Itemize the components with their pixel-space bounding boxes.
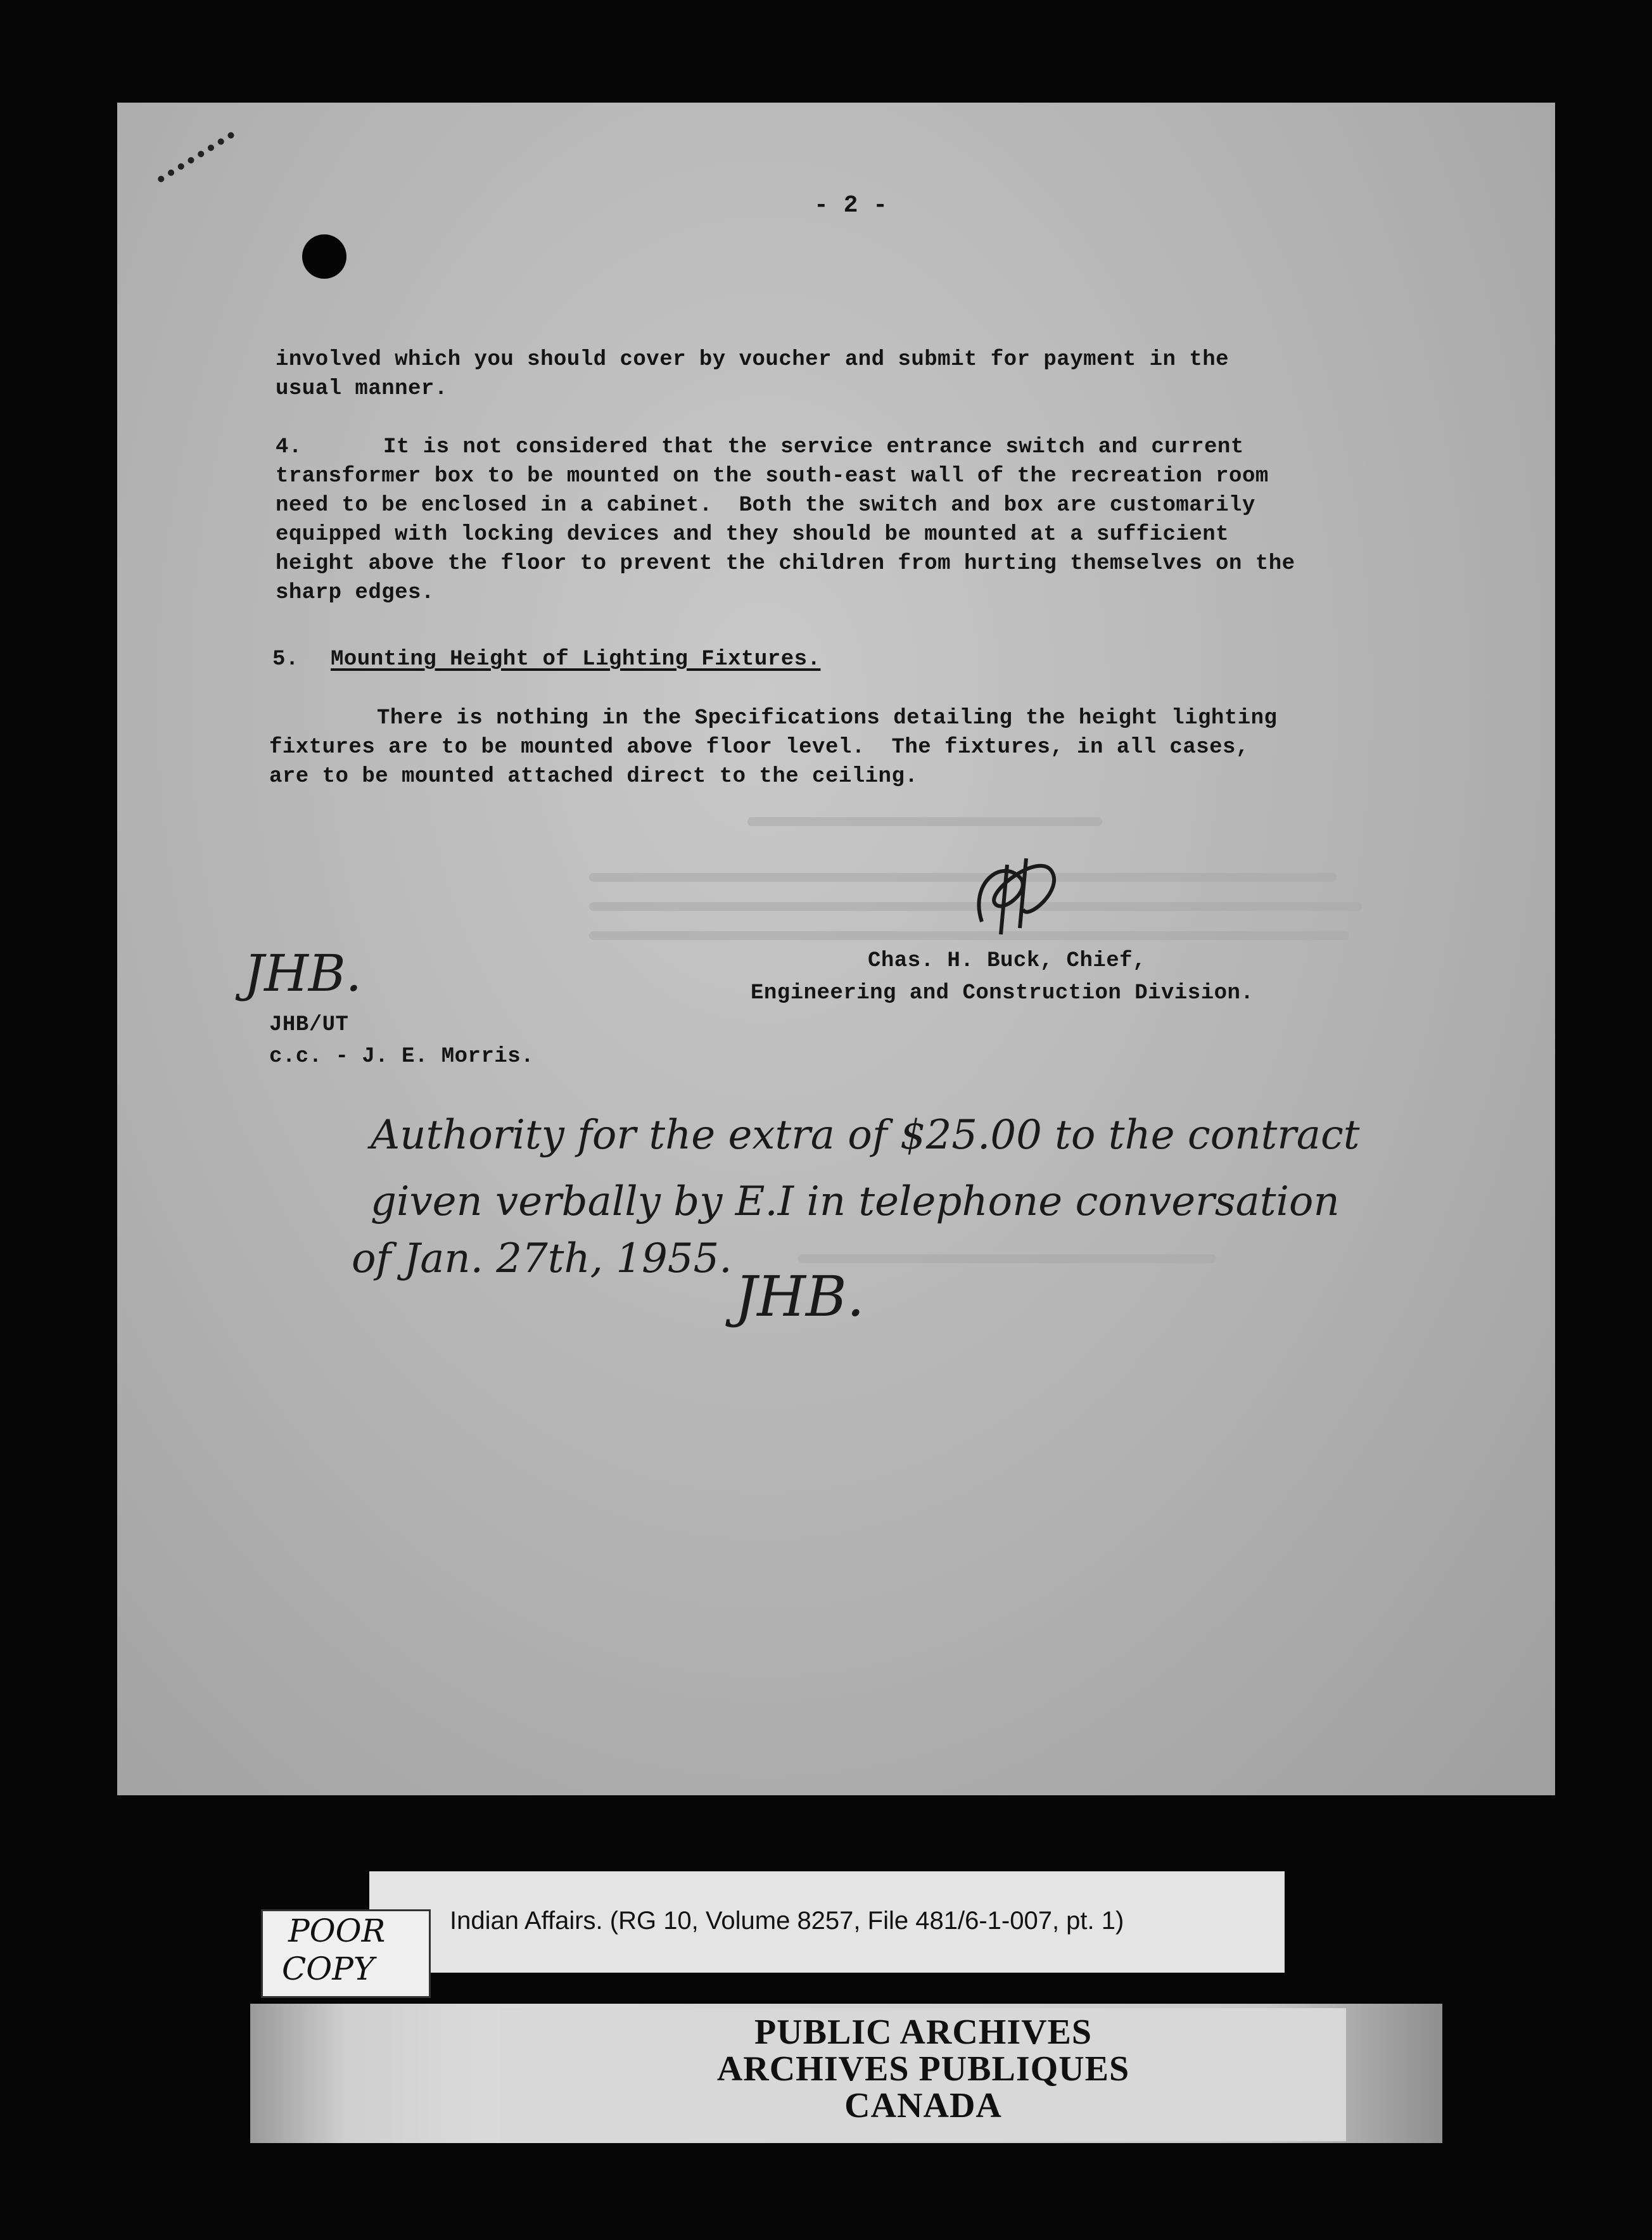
archive-stamp-line: PUBLIC ARCHIVES xyxy=(754,2013,1093,2052)
paragraph-4-line: sharp edges. xyxy=(276,581,435,605)
carbon-copy-line: c.c. - J. E. Morris. xyxy=(269,1045,535,1069)
bleed-through-line xyxy=(747,817,1102,826)
poor-copy-word: COPY xyxy=(282,1950,374,1987)
signature-scribble xyxy=(963,846,1071,941)
handwritten-initials: JHB. xyxy=(735,1264,865,1329)
page-number: - 2 - xyxy=(814,192,888,219)
signatory-name: Chas. H. Buck, Chief, xyxy=(868,949,1146,973)
paragraph-5-number: 5. xyxy=(272,647,299,671)
handwritten-note-line: Authority for the extra of $25.00 to the contract xyxy=(371,1112,1360,1159)
archive-source-reference: Indian Affairs. (RG 10, Volume 8257, File 481/6-1-007, pt. 1) xyxy=(450,1907,1124,1935)
paragraph-4-line: height above the floor to prevent the children from hurting themselves on the xyxy=(276,552,1295,576)
paragraph-5-line: There is nothing in the Specifications detailing the height lighting xyxy=(377,706,1278,730)
poor-copy-word: POOR xyxy=(288,1912,386,1949)
paragraph-5-heading: Mounting Height of Lighting Fixtures. xyxy=(331,647,821,671)
archive-stamp-line: ARCHIVES PUBLIQUES xyxy=(716,2049,1130,2089)
paragraph-4-number: 4. xyxy=(276,435,302,459)
reference-initials: JHB/UT xyxy=(269,1013,349,1037)
punch-hole xyxy=(302,234,346,279)
paragraph-4-line: It is not considered that the service entrance switch and current xyxy=(383,435,1244,459)
paragraph-4-line: transformer box to be mounted on the south-east wall of the recreation room xyxy=(276,464,1269,488)
handwritten-note-line: given verbally by E.I in telephone conversation xyxy=(371,1178,1340,1225)
body-line: usual manner. xyxy=(276,377,448,401)
paragraph-5-line: fixtures are to be mounted above floor level. The fixtures, in all cases, xyxy=(269,735,1249,760)
margin-initials: JHB. xyxy=(244,944,362,1003)
archive-stamp-line: CANADA xyxy=(844,2086,1002,2125)
paragraph-5-line: are to be mounted attached direct to the ceiling. xyxy=(269,765,918,789)
bleed-through-line xyxy=(798,1254,1216,1263)
signatory-division: Engineering and Construction Division. xyxy=(751,981,1254,1005)
handwritten-note-line: of Jan. 27th, 1955. xyxy=(352,1235,732,1282)
body-line: involved which you should cover by voucher and submit for payment in the xyxy=(276,348,1229,372)
paragraph-4-line: need to be enclosed in a cabinet. Both the switch and box are customarily xyxy=(276,493,1255,518)
paragraph-4-line: equipped with locking devices and they should be mounted at a sufficient xyxy=(276,523,1229,547)
